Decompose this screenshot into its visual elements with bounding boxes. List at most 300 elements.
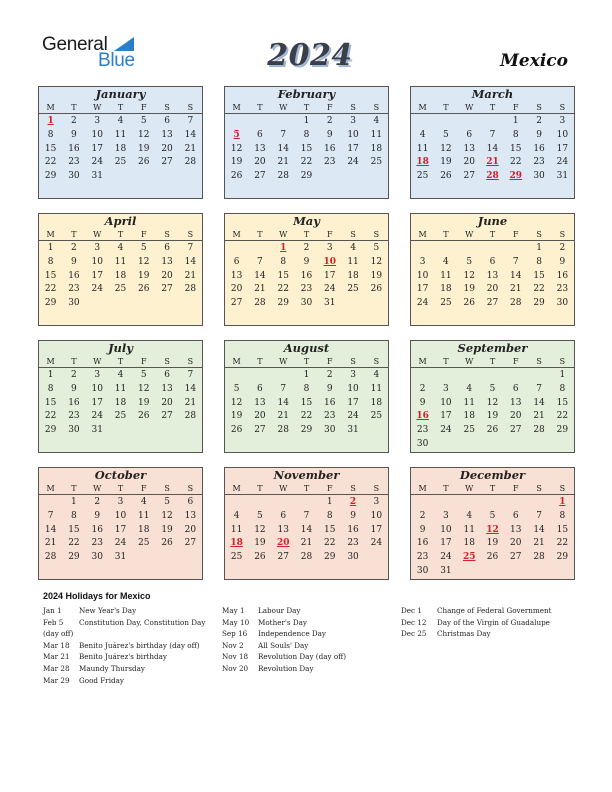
day-cell: 1 [303, 370, 310, 380]
day-cell: 21 [254, 284, 266, 295]
day-cell: 30 [324, 425, 336, 436]
empty-cell [272, 115, 295, 129]
weekday-header [411, 482, 574, 495]
day-cell: 31 [556, 171, 569, 182]
empty-cell [411, 115, 434, 129]
day-grid [225, 241, 388, 311]
holiday-day-cell: 2 [349, 497, 357, 507]
day-cell: 30 [300, 298, 313, 309]
day-cell: 30 [68, 171, 80, 182]
day-cell: 15 [44, 397, 57, 408]
month-april [38, 213, 203, 326]
day-cell: 2 [559, 243, 566, 253]
day-cell: 14 [184, 256, 197, 267]
day-cell: 28 [277, 425, 289, 436]
holiday-day-cell: 18 [230, 538, 243, 549]
month-february [224, 86, 389, 199]
weekday-label: F [513, 484, 519, 493]
day-cell: 23 [416, 425, 429, 436]
holiday-name: Revolution Day (day off) [258, 652, 347, 662]
weekday-label: M [232, 484, 241, 493]
weekday-label: T [443, 103, 449, 112]
day-cell: 19 [463, 284, 475, 295]
day-cell: 24 [440, 552, 452, 563]
day-cell: 9 [71, 383, 77, 394]
holiday-name: Mother's Day [258, 617, 307, 627]
weekday-label: S [373, 484, 380, 493]
day-cell: 17 [556, 143, 569, 154]
empty-cell [272, 496, 295, 510]
day-cell: 15 [556, 524, 569, 535]
weekday-label: T [303, 357, 310, 366]
day-cell: 20 [254, 411, 266, 422]
day-cell: 19 [230, 411, 243, 422]
day-cell: 26 [486, 425, 499, 436]
day-cell: 14 [44, 524, 57, 535]
day-cell: 16 [300, 270, 313, 281]
holiday-name: Christmas Day [437, 629, 491, 639]
day-cell: 21 [184, 270, 197, 281]
day-cell: 22 [277, 284, 289, 295]
day-cell: 7 [536, 383, 542, 394]
day-cell: 27 [161, 284, 173, 295]
day-cell: 26 [138, 284, 150, 295]
weekday-label: S [187, 357, 194, 366]
weekday-header [39, 101, 202, 114]
day-cell: 27 [230, 298, 243, 309]
day-cell: 8 [303, 129, 310, 140]
day-cell: 11 [114, 383, 127, 394]
weekday-label: F [327, 357, 333, 366]
day-cell: 8 [559, 383, 566, 394]
day-cell: 14 [533, 397, 545, 408]
weekday-label: S [373, 103, 380, 112]
day-cell: 1 [47, 370, 54, 380]
day-cell: 11 [114, 129, 127, 140]
weekday-label: S [373, 230, 380, 239]
empty-cell [225, 115, 248, 129]
weekday-label: S [187, 103, 194, 112]
day-cell: 29 [324, 552, 336, 563]
weekday-label: S [536, 230, 542, 239]
holiday-day-cell: 16 [416, 411, 429, 422]
day-cell: 24 [324, 284, 336, 295]
day-cell: 23 [347, 538, 359, 549]
day-cell: 31 [91, 425, 103, 436]
day-cell: 18 [138, 524, 150, 535]
holiday-column [222, 605, 346, 675]
day-cell: 9 [559, 256, 566, 267]
day-cell: 4 [233, 510, 240, 521]
empty-cell [504, 369, 527, 383]
empty-cell [458, 369, 481, 383]
weekday-label: S [164, 484, 170, 493]
day-cell: 30 [91, 552, 103, 563]
day-cell: 16 [324, 397, 336, 408]
day-cell: 18 [370, 397, 383, 408]
day-cell: 15 [300, 397, 313, 408]
holiday-date: Mar 18 [43, 640, 70, 650]
day-cell: 26 [440, 171, 452, 182]
weekday-label: T [489, 230, 496, 239]
holiday-row [43, 651, 205, 663]
weekday-label: F [513, 357, 519, 366]
day-cell: 14 [300, 524, 313, 535]
day-cell: 9 [71, 256, 77, 267]
day-cell: 7 [187, 243, 194, 253]
weekday-label: S [350, 230, 356, 239]
empty-cell [225, 496, 248, 510]
day-grid [411, 495, 574, 579]
day-cell: 10 [347, 383, 359, 394]
day-cell: 10 [370, 510, 383, 521]
holiday-day-cell: 1 [559, 497, 566, 507]
month-january [38, 86, 203, 199]
holiday-row [222, 651, 346, 663]
day-cell: 8 [536, 256, 542, 267]
holiday-day-cell: 5 [233, 129, 240, 140]
empty-cell [458, 242, 481, 256]
month-title: April [104, 214, 137, 228]
day-cell: 3 [94, 370, 101, 380]
empty-cell [481, 496, 504, 510]
day-grid [225, 368, 388, 438]
day-cell: 3 [443, 383, 449, 394]
day-cell: 11 [370, 129, 383, 140]
day-cell: 11 [463, 397, 475, 408]
day-cell: 6 [257, 129, 263, 140]
day-cell: 30 [533, 171, 545, 182]
weekday-label: W [93, 357, 102, 366]
day-cell: 10 [347, 129, 359, 140]
day-cell: 9 [419, 524, 426, 535]
weekday-label: W [465, 230, 474, 239]
day-cell: 17 [114, 524, 127, 535]
weekday-label: T [71, 357, 77, 366]
day-cell: 22 [300, 411, 313, 422]
day-cell: 11 [370, 383, 383, 394]
day-cell: 8 [512, 129, 519, 140]
logo [42, 34, 152, 74]
day-cell: 24 [91, 411, 103, 422]
day-grid [411, 241, 574, 311]
holiday-row [222, 663, 346, 675]
holiday-date: Mar 28 [43, 663, 70, 673]
day-cell: 7 [280, 129, 287, 140]
day-cell: 8 [47, 129, 54, 140]
day-cell: 3 [350, 370, 356, 380]
day-cell: 8 [326, 510, 333, 521]
weekday-label: S [536, 484, 542, 493]
day-cell: 27 [161, 157, 173, 168]
empty-cell [411, 242, 434, 256]
day-cell: 29 [277, 298, 289, 309]
day-cell: 15 [68, 524, 80, 535]
holiday-day-cell: 12 [486, 524, 499, 535]
weekday-label: T [71, 230, 77, 239]
month-title: October [94, 468, 147, 482]
empty-cell [39, 496, 62, 510]
weekday-label: W [93, 103, 102, 112]
day-cell: 19 [440, 157, 452, 168]
day-cell: 7 [280, 383, 287, 394]
month-title: June [477, 214, 508, 228]
day-cell: 14 [510, 270, 522, 281]
holiday-name: Benito Juárez's birthday [79, 652, 167, 662]
holiday-date: Mar 29 [43, 675, 70, 685]
day-cell: 5 [373, 243, 380, 253]
empty-cell [481, 369, 504, 383]
day-cell: 13 [254, 143, 266, 154]
day-cell: 7 [303, 510, 310, 521]
day-cell: 14 [184, 129, 197, 140]
day-cell: 27 [510, 425, 522, 436]
day-cell: 23 [324, 411, 336, 422]
weekday-label: T [71, 484, 77, 493]
day-cell: 20 [486, 284, 499, 295]
day-cell: 29 [44, 171, 57, 182]
weekday-label: W [279, 103, 288, 112]
day-cell: 7 [47, 510, 54, 521]
day-cell: 25 [416, 171, 429, 182]
day-cell: 18 [440, 284, 452, 295]
day-cell: 15 [300, 143, 313, 154]
empty-cell [434, 115, 457, 129]
weekday-label: S [536, 103, 542, 112]
weekday-label: T [117, 103, 124, 112]
day-cell: 10 [440, 524, 452, 535]
day-cell: 20 [184, 524, 197, 535]
day-cell: 10 [91, 256, 103, 267]
weekday-header [225, 355, 388, 368]
day-cell: 23 [533, 157, 545, 168]
weekday-label: F [327, 484, 333, 493]
day-cell: 15 [510, 143, 522, 154]
day-cell: 27 [254, 425, 266, 436]
day-cell: 31 [114, 552, 127, 563]
day-cell: 13 [510, 524, 522, 535]
day-cell: 24 [114, 538, 127, 549]
weekday-label: S [559, 484, 566, 493]
day-cell: 17 [347, 397, 359, 408]
day-cell: 19 [161, 524, 173, 535]
holiday-row [43, 640, 205, 652]
holiday-date: (day off) [43, 629, 74, 639]
day-grid [225, 114, 388, 184]
weekday-label: M [418, 230, 427, 239]
day-cell: 24 [440, 425, 452, 436]
day-cell: 11 [416, 143, 429, 154]
day-cell: 19 [138, 270, 150, 281]
weekday-header [39, 228, 202, 241]
day-cell: 6 [187, 497, 194, 507]
day-cell: 23 [324, 157, 336, 168]
day-cell: 5 [466, 256, 473, 267]
day-cell: 30 [416, 438, 429, 449]
day-cell: 20 [230, 284, 243, 295]
day-cell: 20 [510, 538, 522, 549]
day-cell: 18 [347, 270, 359, 281]
weekday-label: W [465, 103, 474, 112]
day-cell: 18 [463, 538, 475, 549]
day-grid [39, 241, 202, 311]
day-cell: 3 [94, 116, 101, 126]
empty-cell [434, 496, 457, 510]
day-cell: 8 [47, 256, 54, 267]
day-cell: 23 [556, 284, 569, 295]
day-cell: 20 [510, 411, 522, 422]
day-cell: 23 [300, 284, 313, 295]
day-cell: 2 [536, 116, 542, 126]
day-cell: 24 [556, 157, 569, 168]
day-cell: 24 [91, 157, 103, 168]
day-cell: 28 [533, 425, 545, 436]
day-cell: 21 [184, 397, 197, 408]
day-cell: 13 [510, 397, 522, 408]
day-cell: 30 [556, 298, 569, 309]
weekday-label: M [418, 103, 427, 112]
holiday-name: Independence Day [258, 629, 326, 639]
day-cell: 13 [161, 129, 173, 140]
day-cell: 24 [370, 538, 383, 549]
month-march [410, 86, 575, 199]
empty-cell [411, 496, 434, 510]
day-grid [39, 114, 202, 184]
day-cell: 16 [91, 524, 103, 535]
empty-cell [248, 496, 271, 510]
day-cell: 29 [44, 298, 57, 309]
weekday-header [39, 482, 202, 495]
day-cell: 5 [489, 510, 496, 521]
holiday-row [401, 605, 552, 617]
day-cell: 10 [416, 270, 429, 281]
day-cell: 1 [559, 370, 566, 380]
day-cell: 12 [138, 256, 150, 267]
day-cell: 2 [71, 116, 77, 126]
day-cell: 11 [230, 524, 243, 535]
holiday-date: Nov 2 [222, 640, 244, 650]
month-july [38, 340, 203, 453]
day-cell: 25 [347, 284, 359, 295]
weekday-label: T [443, 230, 449, 239]
day-cell: 25 [370, 411, 383, 422]
month-may [224, 213, 389, 326]
day-cell: 27 [277, 552, 289, 563]
holiday-row [43, 675, 205, 687]
day-cell: 8 [303, 383, 310, 394]
day-cell: 7 [257, 256, 263, 267]
day-cell: 14 [277, 397, 289, 408]
day-cell: 17 [370, 524, 383, 535]
weekday-label: F [141, 230, 147, 239]
day-cell: 13 [463, 143, 475, 154]
holiday-date: Dec 1 [401, 606, 422, 615]
day-grid [411, 114, 574, 184]
day-cell: 30 [416, 565, 429, 576]
weekday-label: T [489, 357, 496, 366]
day-cell: 22 [300, 157, 313, 168]
weekday-label: S [187, 230, 194, 239]
day-cell: 11 [114, 256, 127, 267]
day-cell: 31 [324, 298, 336, 309]
day-cell: 13 [277, 524, 289, 535]
empty-cell [481, 242, 504, 256]
weekday-label: T [117, 357, 124, 366]
month-title: November [273, 468, 340, 482]
day-cell: 4 [117, 370, 124, 380]
day-cell: 16 [556, 270, 569, 281]
weekday-label: S [187, 484, 194, 493]
day-cell: 22 [324, 538, 336, 549]
day-cell: 25 [138, 538, 150, 549]
weekday-header [225, 482, 388, 495]
day-cell: 5 [257, 510, 263, 521]
holiday-row [43, 628, 205, 640]
day-cell: 24 [416, 298, 429, 309]
day-cell: 26 [161, 538, 173, 549]
weekday-label: T [117, 230, 124, 239]
holiday-day-cell: 28 [486, 171, 499, 182]
holidays-title: 2024 Holidays for Mexico [43, 591, 151, 601]
weekday-label: M [232, 357, 241, 366]
day-cell: 1 [71, 497, 77, 507]
day-cell: 26 [254, 552, 266, 563]
weekday-label: W [279, 484, 288, 493]
day-cell: 9 [326, 129, 333, 140]
day-cell: 16 [68, 143, 80, 154]
day-cell: 25 [230, 552, 243, 563]
day-cell: 21 [44, 538, 57, 549]
day-cell: 4 [117, 116, 124, 126]
day-cell: 26 [463, 298, 475, 309]
holiday-day-cell: 1 [47, 116, 54, 126]
holiday-date: May 10 [222, 617, 250, 627]
day-cell: 15 [533, 270, 545, 281]
weekday-label: T [303, 484, 310, 493]
month-title: July [108, 341, 133, 355]
day-cell: 18 [114, 397, 127, 408]
day-cell: 21 [533, 538, 545, 549]
day-cell: 18 [114, 270, 127, 281]
day-cell: 21 [277, 411, 289, 422]
calendar-year: 2024 [267, 38, 353, 73]
day-grid [39, 368, 202, 438]
day-cell: 10 [114, 510, 127, 521]
day-cell: 21 [533, 411, 545, 422]
day-cell: 9 [350, 510, 356, 521]
month-title: March [471, 87, 514, 101]
day-cell: 1 [536, 243, 542, 253]
day-cell: 2 [419, 510, 426, 521]
day-cell: 4 [443, 256, 449, 267]
holiday-date: Sep 16 [222, 629, 248, 639]
holiday-name: Maundy Thursday [79, 663, 145, 673]
weekday-label: S [164, 230, 170, 239]
day-cell: 19 [138, 143, 150, 154]
day-cell: 16 [324, 143, 336, 154]
day-cell: 5 [164, 497, 170, 507]
day-cell: 14 [254, 270, 266, 281]
day-cell: 11 [138, 510, 150, 521]
day-cell: 5 [443, 129, 449, 140]
holiday-row [222, 628, 346, 640]
day-cell: 6 [257, 383, 263, 394]
day-cell: 21 [300, 538, 313, 549]
day-cell: 8 [47, 383, 54, 394]
holiday-date: Dec 12 [401, 617, 427, 627]
day-cell: 4 [373, 370, 380, 380]
empty-cell [248, 115, 271, 129]
